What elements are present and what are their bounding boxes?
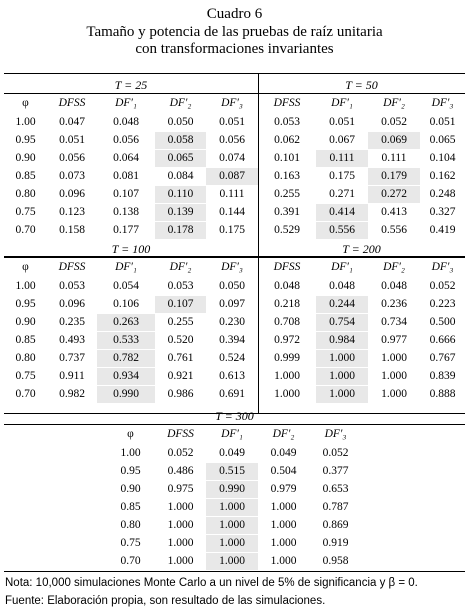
column-header-df3-t300: DF′₃	[324, 428, 347, 440]
phi-value: 0.80	[120, 519, 141, 531]
table-cell-t25: 0.123	[59, 206, 85, 218]
table-cell-t50: 0.255	[274, 188, 300, 200]
phi-value: 0.90	[15, 152, 36, 164]
table-cell-t100: 0.782	[97, 350, 155, 367]
table-cell-t200: 0.708	[274, 316, 300, 328]
panel-label-rule-t50	[258, 93, 465, 94]
table-cell-t25: 0.178	[155, 222, 206, 239]
column-header-df1-t50: DF′₁	[331, 97, 353, 109]
table-cell-t200: 1.000	[274, 370, 300, 382]
phi-value: 0.70	[120, 555, 141, 567]
table-cell-t100: 0.097	[219, 298, 245, 310]
table-cell-t25: 0.144	[219, 206, 245, 218]
column-header-df1-t300: DF′₁	[221, 428, 243, 440]
table-cell-t300: 1.000	[167, 555, 194, 567]
column-header-phi: φ	[127, 428, 134, 440]
table-cell-t100: 0.524	[219, 352, 245, 364]
table-cell-t100: 0.263	[97, 314, 155, 331]
table-cell-t200: 1.000	[381, 352, 407, 364]
table-cell-t50: 0.179	[368, 168, 420, 185]
column-header-dfss-t100: DFSS	[58, 261, 86, 273]
table-source: Fuente: Elaboración propia, son resultado de las simulaciones.	[5, 595, 326, 607]
table-cell-t200: 0.048	[329, 280, 355, 292]
table-cell-t300: 0.787	[322, 501, 349, 513]
table-cell-t25: 0.056	[219, 134, 245, 146]
table-cell-t25: 0.096	[59, 188, 85, 200]
phi-value: 0.85	[120, 501, 141, 513]
table-cell-t100: 0.050	[219, 280, 245, 292]
table-cell-t200: 0.500	[429, 316, 456, 328]
table-cell-t200: 0.666	[429, 334, 456, 346]
table-cell-t300: 1.000	[167, 501, 194, 513]
table-cell-t50: 0.272	[368, 186, 420, 203]
table-cell-t100: 0.761	[167, 352, 194, 364]
phi-value: 0.95	[120, 465, 141, 477]
table-cell-t100: 0.053	[167, 280, 194, 292]
table-cell-t200: 0.977	[381, 334, 407, 346]
bottom-rule	[4, 571, 465, 572]
table-cell-t200: 1.000	[316, 350, 368, 367]
table-cell-t200: 0.236	[381, 298, 407, 310]
table-cell-t300: 0.052	[322, 447, 349, 459]
table-cell-t25: 0.107	[113, 188, 139, 200]
table-cell-t200: 1.000	[316, 386, 368, 403]
table-note: Nota: 10,000 simulaciones Monte Carlo a un nivel de 5% de significancia y β = 0.	[5, 577, 418, 589]
table-cell-t300: 1.000	[206, 517, 258, 534]
table-title-line-2: con transformaciones invariantes	[135, 41, 334, 57]
table-cell-t50: 0.104	[429, 152, 456, 164]
table-cell-t300: 1.000	[167, 519, 194, 531]
column-header-df3-t25: DF′₃	[221, 97, 243, 109]
table-cell-t50: 0.248	[429, 188, 456, 200]
table-cell-t100: 0.096	[59, 298, 85, 310]
table-cell-t300: 1.000	[206, 553, 258, 570]
table-cell-t300: 0.919	[322, 537, 349, 549]
table-cell-t25: 0.065	[155, 150, 206, 167]
table-cell-t200: 1.000	[381, 388, 407, 400]
table-cell-t25: 0.056	[113, 134, 139, 146]
panel-label-rule-t200	[258, 257, 465, 258]
table-cell-t200: 0.244	[316, 296, 368, 313]
table-number: Cuadro 6	[206, 6, 263, 22]
table-cell-t50: 0.529	[274, 224, 300, 236]
table-cell-t200: 1.000	[274, 388, 300, 400]
table-cell-t50: 0.067	[329, 134, 355, 146]
table-cell-t200: 0.984	[316, 332, 368, 349]
column-header-df1-t200: DF′₁	[331, 261, 353, 273]
table-cell-t300: 0.049	[270, 447, 297, 459]
table-cell-t200: 0.048	[381, 280, 407, 292]
table-title-line-1: Tamaño y potencia de las pruebas de raíz unitaria	[86, 24, 383, 40]
table-cell-t100: 0.986	[167, 388, 194, 400]
phi-value: 0.70	[15, 224, 36, 236]
table-cell-t300: 0.958	[322, 555, 349, 567]
table-cell-t300: 0.486	[167, 465, 194, 477]
table-cell-t25: 0.056	[59, 152, 85, 164]
table-cell-t200: 0.223	[429, 298, 456, 310]
phi-value: 0.90	[120, 483, 141, 495]
table-cell-t25: 0.048	[113, 116, 139, 128]
table-cell-t50: 0.414	[316, 204, 368, 221]
column-header-df2-t300: DF′₂	[272, 428, 295, 440]
phi-value: 0.80	[15, 352, 36, 364]
table-cell-t300: 1.000	[270, 501, 297, 513]
table-cell-t100: 0.990	[97, 386, 155, 403]
table-cell-t300: 0.653	[322, 483, 349, 495]
table-cell-t25: 0.138	[113, 206, 139, 218]
table-cell-t300: 0.515	[206, 463, 258, 480]
table-cell-t100: 0.982	[59, 388, 85, 400]
column-header-phi: φ	[22, 261, 29, 273]
table-cell-t100: 0.533	[97, 332, 155, 349]
table-cell-t25: 0.064	[113, 152, 139, 164]
table-cell-t25: 0.111	[219, 188, 245, 200]
table-cell-t300: 1.000	[270, 537, 297, 549]
table-cell-t50: 0.062	[274, 134, 300, 146]
table-cell-t300: 1.000	[206, 499, 258, 516]
phi-value: 0.90	[15, 316, 36, 328]
table-cell-t100: 0.053	[59, 280, 85, 292]
panel-label-rule-t300	[4, 424, 465, 425]
table-cell-t25: 0.087	[206, 168, 258, 185]
panel-label-t300: T = 300	[215, 409, 254, 423]
column-header-df1-t25: DF′₁	[115, 97, 137, 109]
table-cell-t300: 0.504	[270, 465, 297, 477]
table-cell-t200: 0.048	[274, 280, 300, 292]
table-cell-t50: 0.051	[329, 116, 355, 128]
table-cell-t300: 0.049	[219, 447, 245, 459]
column-header-df2-t50: DF′₂	[383, 97, 405, 109]
table-cell-t25: 0.110	[155, 186, 206, 203]
table-cell-t50: 0.271	[329, 188, 355, 200]
table-cell-t50: 0.556	[316, 222, 368, 239]
table-cell-t25: 0.084	[167, 170, 194, 182]
panel-label-t25: T = 25	[114, 78, 148, 92]
table-cell-t300: 1.000	[167, 537, 194, 549]
column-header-phi: φ	[22, 97, 29, 109]
table-cell-t25: 0.158	[59, 224, 85, 236]
table-cell-t25: 0.058	[155, 132, 206, 149]
table-cell-t100: 0.255	[167, 316, 194, 328]
phi-value: 0.75	[15, 370, 36, 382]
table-cell-t300: 0.052	[167, 447, 194, 459]
table-cell-t50: 0.052	[381, 116, 407, 128]
table-cell-t50: 0.065	[429, 134, 456, 146]
column-header-dfss-t50: DFSS	[273, 97, 301, 109]
column-header-df2-t25: DF′₂	[169, 97, 192, 109]
table-cell-t100: 0.520	[167, 334, 194, 346]
phi-value: 0.85	[15, 334, 36, 346]
table-cell-t50: 0.111	[316, 150, 368, 167]
column-header-dfss-t200: DFSS	[273, 261, 301, 273]
phi-value: 0.70	[15, 388, 36, 400]
table-cell-t50: 0.556	[381, 224, 407, 236]
table-cell-t50: 0.327	[429, 206, 456, 218]
table-cell-t50: 0.163	[274, 170, 300, 182]
table-cell-t200: 0.052	[429, 280, 456, 292]
table-cell-t200: 1.000	[316, 368, 368, 385]
table-cell-t25: 0.051	[59, 134, 85, 146]
phi-value: 0.75	[15, 206, 36, 218]
table-cell-t100: 0.911	[59, 370, 85, 382]
table-cell-t25: 0.047	[59, 116, 85, 128]
table-cell-t200: 0.888	[429, 388, 456, 400]
table-cell-t300: 0.975	[167, 483, 194, 495]
table-cell-t100: 0.394	[219, 334, 245, 346]
phi-value: 0.85	[15, 170, 36, 182]
table-cell-t25: 0.051	[219, 116, 245, 128]
table-cell-t300: 1.000	[270, 519, 297, 531]
table-cell-t25: 0.081	[113, 170, 139, 182]
table-cell-t100: 0.230	[219, 316, 245, 328]
column-header-df2-t100: DF′₂	[169, 261, 192, 273]
table-cell-t200: 0.999	[274, 352, 300, 364]
table-cell-t100: 0.106	[113, 298, 139, 310]
table-cell-t100: 0.107	[155, 296, 206, 313]
table-cell-t100: 0.934	[97, 368, 155, 385]
phi-value: 0.95	[15, 298, 36, 310]
table-cell-t50: 0.051	[429, 116, 456, 128]
table-cell-t50: 0.162	[429, 170, 456, 182]
panel-label-t50: T = 50	[345, 78, 378, 92]
table-cell-t300: 1.000	[206, 535, 258, 552]
table-cell-t100: 0.493	[59, 334, 85, 346]
table-cell-t300: 1.000	[270, 555, 297, 567]
table-cell-t200: 0.754	[316, 314, 368, 331]
phi-value: 0.80	[15, 188, 36, 200]
table-cell-t50: 0.413	[381, 206, 407, 218]
table-cell-t25: 0.074	[219, 152, 245, 164]
table-cell-t100: 0.921	[167, 370, 194, 382]
table-cell-t50: 0.391	[274, 206, 300, 218]
table-cell-t25: 0.177	[113, 224, 139, 236]
table-cell-t100: 0.691	[219, 388, 245, 400]
table-cell-t25: 0.073	[59, 170, 85, 182]
column-header-df1-t100: DF′₁	[115, 261, 137, 273]
table-cell-t200: 0.972	[274, 334, 300, 346]
column-header-df3-t200: DF′₃	[431, 261, 454, 273]
table-cell-t25: 0.050	[167, 116, 194, 128]
table-cell-t50: 0.053	[274, 116, 300, 128]
phi-value: 1.00	[15, 280, 36, 292]
table-cell-t100: 0.054	[113, 280, 139, 292]
table-cell-t200: 0.767	[429, 352, 456, 364]
table-cell-t300: 0.990	[206, 481, 258, 498]
column-header-df2-t200: DF′₂	[383, 261, 405, 273]
table-cell-t300: 0.979	[270, 483, 297, 495]
table-cell-t100: 0.737	[59, 352, 85, 364]
table-cell-t200: 0.218	[274, 298, 300, 310]
column-header-dfss-t25: DFSS	[58, 97, 86, 109]
table-cell-t25: 0.139	[155, 204, 206, 221]
phi-value: 0.75	[120, 537, 141, 549]
table-cell-t200: 1.000	[381, 370, 407, 382]
phi-value: 1.00	[120, 447, 141, 459]
table-cell-t200: 0.734	[381, 316, 407, 328]
table-cell-t200: 0.839	[429, 370, 456, 382]
table-cell-t50: 0.175	[329, 170, 355, 182]
panel-label-t200: T = 200	[342, 242, 381, 256]
panel-label-t100: T = 100	[111, 242, 151, 256]
table-cell-t100: 0.235	[59, 316, 85, 328]
phi-value: 1.00	[15, 116, 36, 128]
column-header-dfss-t300: DFSS	[167, 428, 194, 440]
panel-label-rule-t25	[4, 93, 258, 94]
phi-value: 0.95	[15, 134, 36, 146]
table-cell-t50: 0.069	[368, 132, 420, 149]
top-rule	[4, 73, 465, 74]
table-cell-t300: 0.377	[322, 465, 349, 477]
table-cell-t300: 0.869	[322, 519, 349, 531]
table-cell-t50: 0.419	[429, 224, 456, 236]
table-cell-t25: 0.175	[219, 224, 245, 236]
column-header-df3-t50: DF′₃	[431, 97, 454, 109]
column-header-df3-t100: DF′₃	[221, 261, 243, 273]
table-cell-t50: 0.101	[274, 152, 300, 164]
panel-label-rule-t100	[4, 257, 258, 258]
table-cell-t100: 0.613	[219, 370, 245, 382]
table-cell-t50: 0.111	[381, 152, 407, 164]
